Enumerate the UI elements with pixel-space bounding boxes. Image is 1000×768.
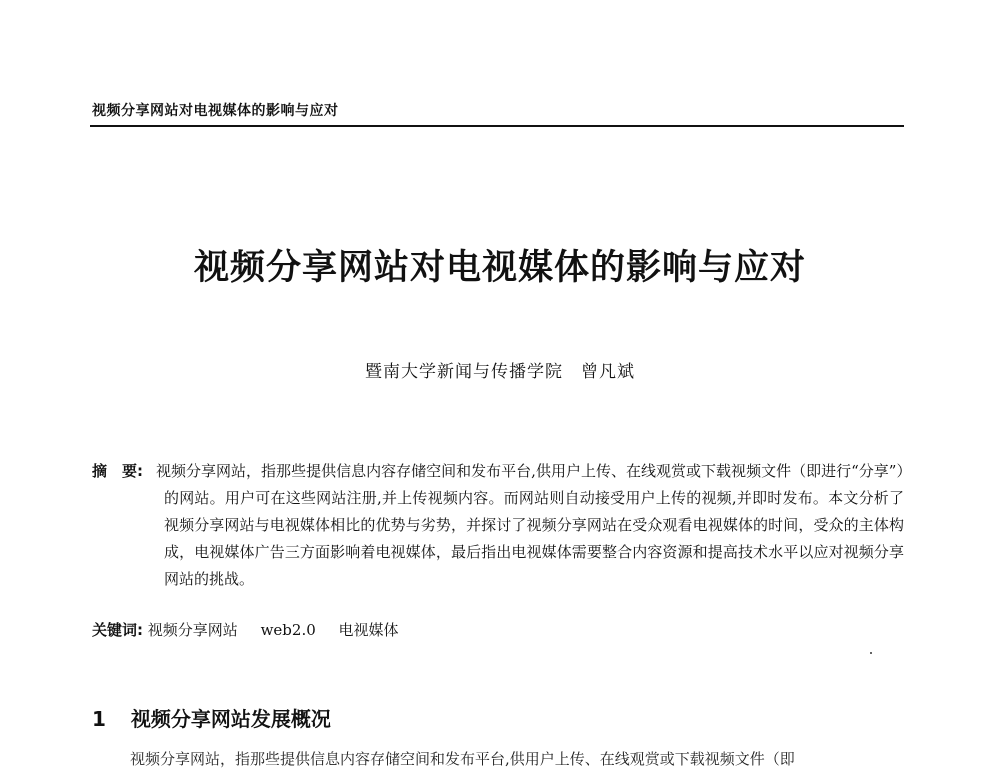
running-header: 视频分享网站对电视媒体的影响与应对 [92,103,339,119]
abstract-label: 摘 要: [92,462,143,480]
author-byline: 暨南大学新闻与传播学院 曾凡斌 [365,362,635,382]
section-title: 视频分享网站发展概况 [130,707,331,731]
section-heading [92,703,331,732]
scan-dot [870,652,872,654]
header-rule [90,125,904,127]
keyword: 电视媒体 [338,621,399,639]
abstract-text: 视频分享网站，指那些提供信息内容存储空间和发布平台,供用户上传、在线观赏或下载视频文件（即进行“分享”）的网站。用户可在这些网站注册,并上传视频内容。而网站则自动接受用户上传的视频,并即时发布。本文分析了视频分享网站与电视媒体相比的优势与劣势，并探讨了视频分享网站在受众观看电视媒体的时间，受众的主体构成，电视媒体广告三方面影响着电视媒体，最后指出电视媒体需要整合内容资源和提高技术水平以应对视频分享网站的挑战。 [156,462,904,588]
keyword: web2.0 [260,621,316,639]
section-number: 1 [92,707,106,731]
keyword: 视频分享网站 [147,621,238,639]
keywords [92,617,417,644]
abstract [92,458,904,593]
section-body-cutoff: 视频分享网站，指那些提供信息内容存储空间和发布平台,供用户上传、在线观赏或下载视频文件（即 [130,750,795,768]
paper-title: 视频分享网站对电视媒体的影响与应对 [193,247,806,288]
keywords-label: 关键词: [92,621,143,639]
